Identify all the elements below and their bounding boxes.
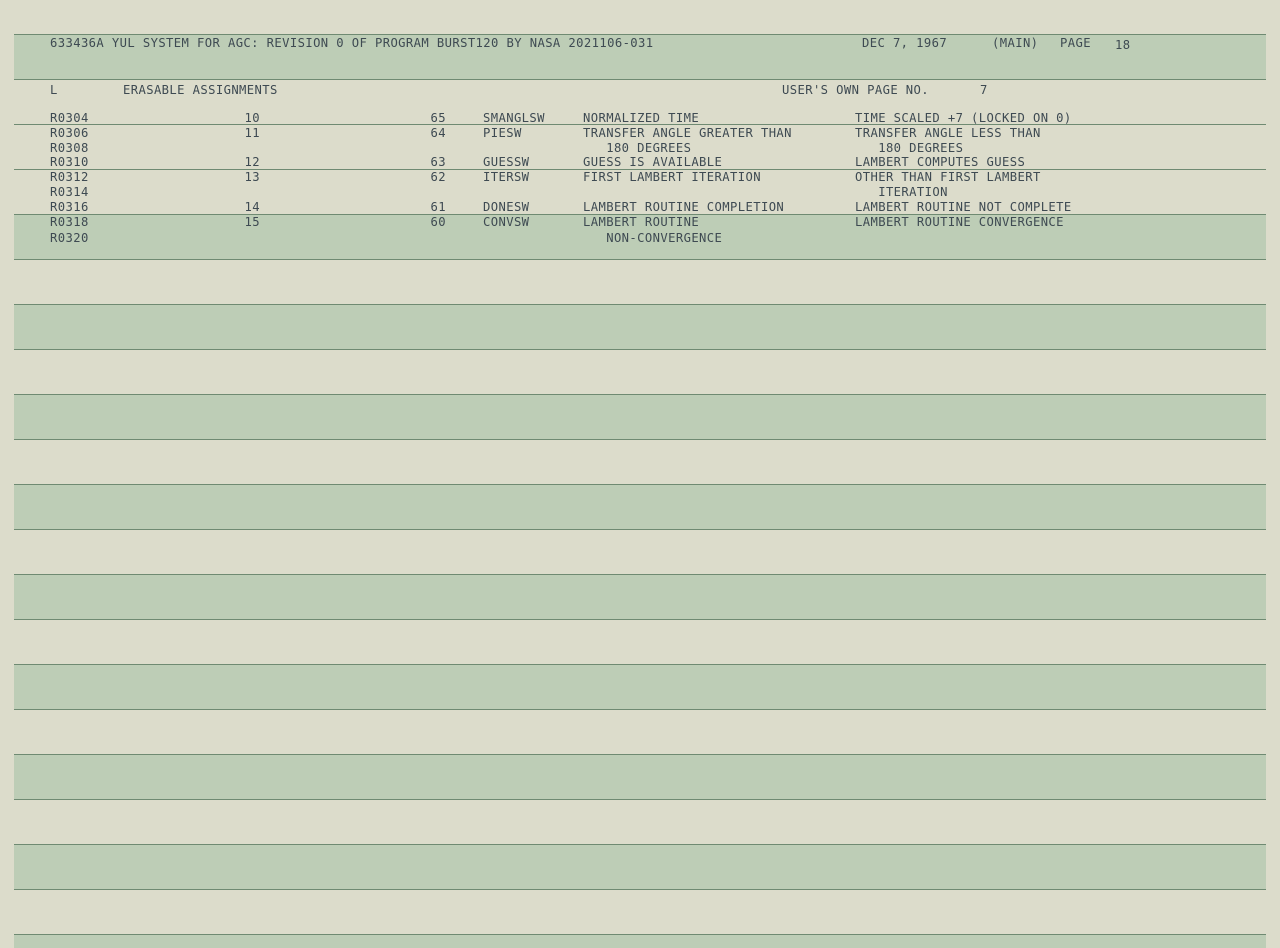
bit-octal: 15 <box>244 215 260 229</box>
header-main: (MAIN) <box>992 36 1039 50</box>
table-row <box>0 200 1280 215</box>
line-number: R0310 <box>50 155 89 169</box>
set-description: NON-CONVERGENCE <box>583 231 723 245</box>
set-description: NORMALIZED TIME <box>583 111 700 125</box>
rule-line <box>14 529 1266 530</box>
table-row <box>0 141 1280 156</box>
line-number: R0308 <box>50 141 89 155</box>
rule-line <box>14 799 1266 800</box>
reset-description: LAMBERT COMPUTES GUESS <box>855 155 1026 169</box>
bit-octal: 13 <box>244 170 260 184</box>
reset-description: 180 DEGREES <box>855 141 964 155</box>
table-row <box>0 170 1280 185</box>
rule-line <box>14 574 1266 575</box>
rule-line <box>14 34 1266 35</box>
rule-line <box>14 304 1266 305</box>
line-number: R0312 <box>50 170 89 184</box>
rule-line <box>14 259 1266 260</box>
green-band <box>14 304 1266 349</box>
green-band <box>14 754 1266 799</box>
table-row <box>0 155 1280 170</box>
switch-symbol: SMANGLSW <box>483 111 545 125</box>
rule-line <box>14 889 1266 890</box>
green-band <box>14 664 1266 709</box>
green-band <box>14 844 1266 889</box>
reset-description: TIME SCALED +7 (LOCKED ON 0) <box>855 111 1072 125</box>
bit-octal: 14 <box>244 200 260 214</box>
rule-line <box>14 934 1266 935</box>
switch-symbol: GUESSW <box>483 155 530 169</box>
bit-decimal: 65 <box>430 111 446 125</box>
switch-symbol: ITERSW <box>483 170 530 184</box>
line-number: R0316 <box>50 200 89 214</box>
reset-description: LAMBERT ROUTINE NOT COMPLETE <box>855 200 1072 214</box>
table-row <box>0 111 1280 126</box>
switch-symbol: PIESW <box>483 126 522 140</box>
bit-decimal: 60 <box>430 215 446 229</box>
table-row <box>0 215 1280 230</box>
bit-decimal: 61 <box>430 200 446 214</box>
rule-line <box>14 709 1266 710</box>
rule-line <box>14 754 1266 755</box>
rule-line <box>14 394 1266 395</box>
table-row <box>0 185 1280 200</box>
rule-line <box>14 484 1266 485</box>
rule-line <box>14 664 1266 665</box>
header-page-label: PAGE <box>1060 36 1091 50</box>
section-marker: L <box>50 83 58 97</box>
line-number: R0318 <box>50 215 89 229</box>
reset-description: OTHER THAN FIRST LAMBERT <box>855 170 1041 184</box>
rule-line <box>14 844 1266 845</box>
header-page-number: 18 <box>1115 38 1131 52</box>
line-number: R0320 <box>50 231 89 245</box>
set-description: TRANSFER ANGLE GREATER THAN <box>583 126 792 140</box>
line-number: R0304 <box>50 111 89 125</box>
rule-line <box>14 619 1266 620</box>
line-number: R0314 <box>50 185 89 199</box>
bit-octal: 11 <box>244 126 260 140</box>
table-row <box>0 231 1280 246</box>
users-page-number: 7 <box>980 83 988 97</box>
green-band <box>14 574 1266 619</box>
switch-symbol: CONVSW <box>483 215 530 229</box>
bit-octal: 10 <box>244 111 260 125</box>
bit-decimal: 64 <box>430 126 446 140</box>
rule-line <box>14 79 1266 80</box>
table-row <box>0 126 1280 141</box>
green-band <box>14 484 1266 529</box>
header-program-id: 633436A YUL SYSTEM FOR AGC: REVISION 0 OF PROGRAM BURST120 BY NASA 2021106-031 <box>50 36 654 50</box>
users-page-label: USER'S OWN PAGE NO. <box>782 83 930 97</box>
section-title: ERASABLE ASSIGNMENTS <box>123 83 278 97</box>
green-band <box>14 934 1266 948</box>
green-band <box>14 394 1266 439</box>
header-date: DEC 7, 1967 <box>862 36 948 50</box>
switch-symbol: DONESW <box>483 200 530 214</box>
bit-decimal: 63 <box>430 155 446 169</box>
set-description: LAMBERT ROUTINE COMPLETION <box>583 200 785 214</box>
rule-line <box>14 439 1266 440</box>
rule-line <box>14 349 1266 350</box>
reset-description: LAMBERT ROUTINE CONVERGENCE <box>855 215 1064 229</box>
bit-decimal: 62 <box>430 170 446 184</box>
set-description: 180 DEGREES <box>583 141 692 155</box>
set-description: GUESS IS AVAILABLE <box>583 155 723 169</box>
line-number: R0306 <box>50 126 89 140</box>
bit-octal: 12 <box>244 155 260 169</box>
set-description: FIRST LAMBERT ITERATION <box>583 170 761 184</box>
reset-description: ITERATION <box>855 185 948 199</box>
set-description: LAMBERT ROUTINE <box>583 215 700 229</box>
reset-description: TRANSFER ANGLE LESS THAN <box>855 126 1041 140</box>
